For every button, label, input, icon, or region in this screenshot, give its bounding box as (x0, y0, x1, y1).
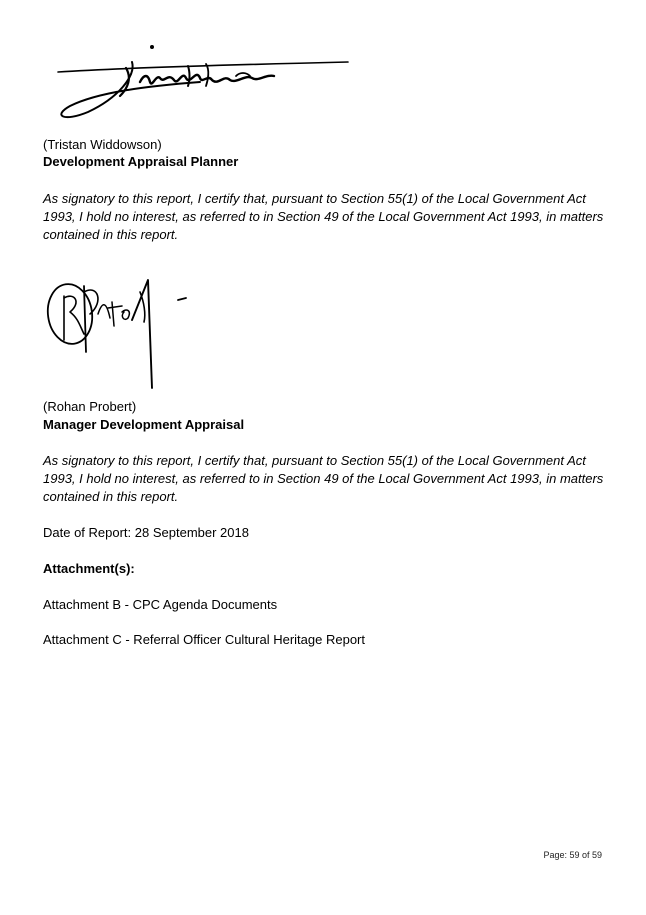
page-number: Page: 59 of 59 (543, 850, 602, 860)
attachment-item: Attachment B - CPC Agenda Documents (43, 597, 278, 612)
attachment-item: Attachment C - Referral Officer Cultural Heritage Report (43, 632, 365, 647)
signature-tristan-widdowson (40, 40, 360, 125)
signatory2-certification: As signatory to this report, I certify that, pursuant to Section 55(1) of the Local Government Act 1993, I hold no interest, as referred to in Section 49 of the Local Government Act 1993, in matters contained in this report. (43, 453, 604, 504)
signatory1-title: Development Appraisal Planner (43, 154, 239, 169)
signatory2-title: Manager Development Appraisal (43, 417, 245, 432)
report-date: Date of Report: 28 September 2018 (43, 525, 249, 540)
signatory1-name: (Tristan Widdowson) (43, 137, 162, 152)
signature-rohan-probert (40, 262, 200, 394)
signatory2-name: (Rohan Probert) (43, 399, 137, 414)
attachments-heading: Attachment(s): (43, 561, 135, 576)
signatory1-certification: As signatory to this report, I certify that, pursuant to Section 55(1) of the Local Government Act 1993, I hold no interest, as referred to in Section 49 of the Local Government Act 1993, in matters contained in this report. (43, 191, 604, 242)
